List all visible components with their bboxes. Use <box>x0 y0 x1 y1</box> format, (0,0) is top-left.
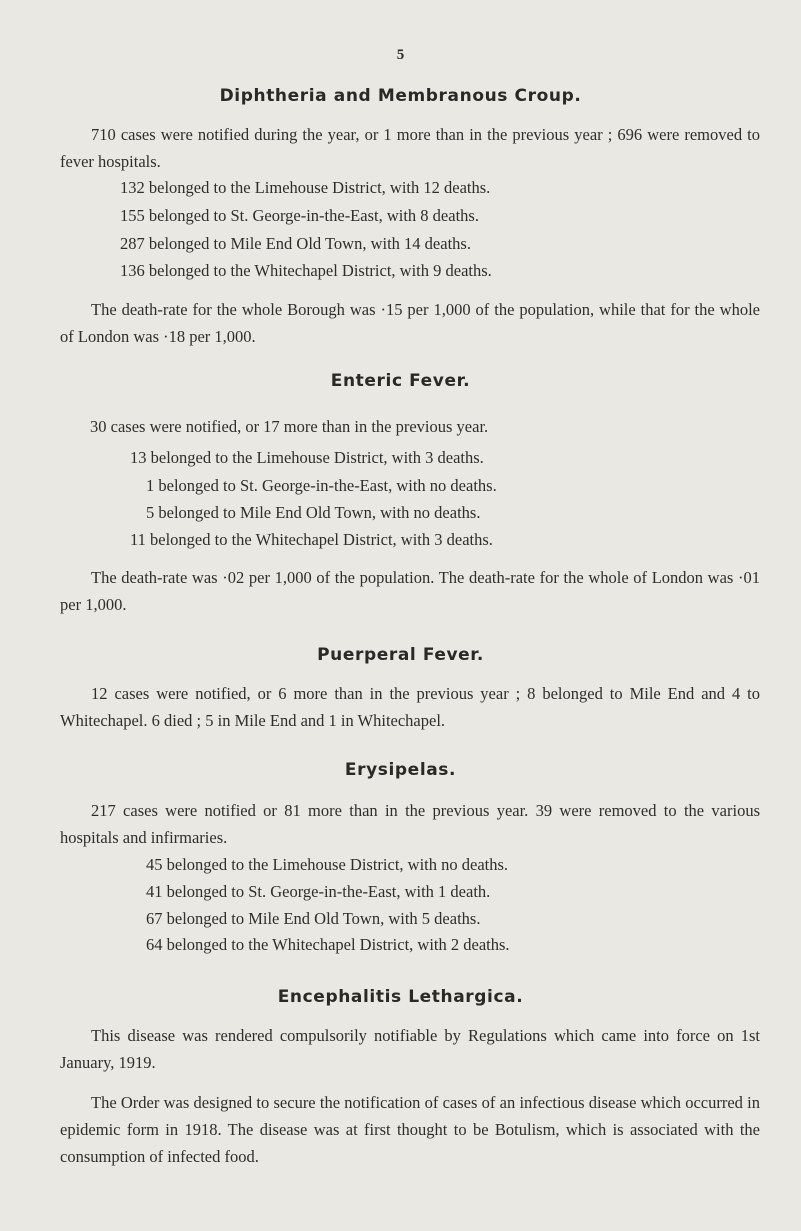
erysipelas-intro: 217 cases were notified or 81 more than in the previous year. 39 were removed to the various hospitals and infirmaries. <box>60 801 760 847</box>
enteric-district-mile-end: 5 belonged to Mile End Old Town, with no deaths. <box>146 503 481 522</box>
enteric-district-whitechapel: 11 belonged to the Whitechapel District, with 3 deaths. <box>130 530 493 549</box>
puerperal-text: 12 cases were notified, or 6 more than in the previous year ; 8 belonged to Mile End and 4 to Whitechapel. 6 died ; 5 in Mile End and 1 in Whitechapel. <box>60 684 760 730</box>
encephalitis-para-1: This disease was rendered compulsorily notifiable by Regulations which came into force on 1st January, 1919. <box>60 1026 760 1072</box>
erysipelas-heading: Erysipelas. <box>344 760 457 780</box>
diphtheria-district-mile-end: 287 belonged to Mile End Old Town, with 14 deaths. <box>120 234 471 253</box>
page-number: 5 <box>396 47 405 63</box>
diphtheria-district-st-george: 155 belonged to St. George-in-the-East, with 8 deaths. <box>120 206 479 225</box>
enteric-district-st-george: 1 belonged to St. George-in-the-East, with no deaths. <box>146 476 497 495</box>
erysipelas-district-mile-end: 67 belonged to Mile End Old Town, with 5 deaths. <box>146 909 481 928</box>
encephalitis-para-2: The Order was designed to secure the notification of cases of an infectious disease which occurred in epidemic form in 1918. The disease was at first thought to be Botulism, which is associated with the consumption of infected food. <box>60 1093 760 1166</box>
enteric-death-rate: The death-rate was ·02 per 1,000 of the population. The death-rate for the whole of London was ·01 per 1,000. <box>60 568 760 614</box>
erysipelas-district-whitechapel: 64 belonged to the Whitechapel District, with 2 deaths. <box>146 935 510 954</box>
diphtheria-death-rate: The death-rate for the whole Borough was ·15 per 1,000 of the population, while that for the whole of London was ·18 per 1,000. <box>60 300 760 346</box>
enteric-district-limehouse: 13 belonged to the Limehouse District, with 3 deaths. <box>130 448 484 467</box>
diphtheria-district-whitechapel: 136 belonged to the Whitechapel District, with 9 deaths. <box>120 261 492 280</box>
enteric-heading: Enteric Fever. <box>330 371 471 391</box>
enteric-intro: 30 cases were notified, or 17 more than in the previous year. <box>90 417 489 436</box>
puerperal-heading: Puerperal Fever. <box>317 645 484 665</box>
diphtheria-intro: 710 cases were notified during the year, or 1 more than in the previous year ; 696 were removed to fever hospitals. <box>60 125 760 171</box>
diphtheria-heading: Diphtheria and Membranous Croup. <box>219 86 582 106</box>
encephalitis-heading: Encephalitis Lethargica. <box>277 987 524 1007</box>
erysipelas-district-st-george: 41 belonged to St. George-in-the-East, with 1 death. <box>146 882 491 901</box>
diphtheria-district-limehouse: 132 belonged to the Limehouse District, with 12 deaths. <box>120 178 491 197</box>
erysipelas-district-limehouse: 45 belonged to the Limehouse District, with no deaths. <box>146 855 509 874</box>
